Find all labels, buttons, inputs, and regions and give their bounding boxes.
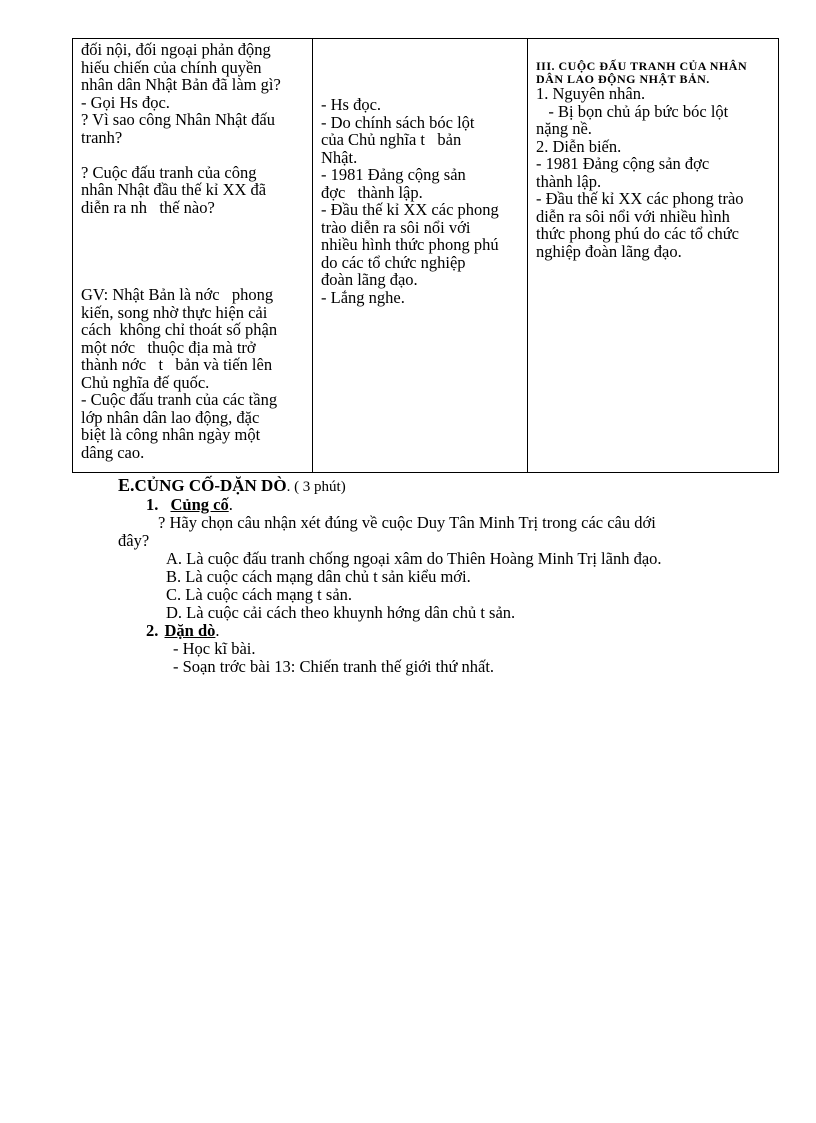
option-a: A. Là cuộc đấu tranh chống ngoại xâm do Thiên Hoàng Minh Trị lãnh đạo. <box>166 549 662 568</box>
text-line: trào diễn ra sôi nổi với <box>321 217 471 237</box>
text-line: - Đầu thế kỉ XX các phong <box>321 200 499 219</box>
text-line: nhân Nhật đầu thế kỉ XX đã <box>81 180 267 199</box>
text-line: nặng nề. <box>536 119 592 138</box>
text-line: Chủ nghĩa đế quốc. <box>81 372 210 392</box>
option-d: D. Là cuộc cải cách theo khuynh hớng dân chủ t sản. <box>166 603 516 622</box>
text-line: 2. Diễn biến. <box>536 136 622 156</box>
text-line: diễn ra nh thế nào? <box>81 197 215 217</box>
text-line: Nhật. <box>321 147 358 167</box>
text-line: GV: Nhật Bản là nớc phong <box>81 285 274 304</box>
text-line: - 1981 Đảng cộng sản đợc <box>536 154 710 173</box>
text-line: do các tổ chức nghiệp <box>321 252 466 272</box>
text-line: thức phong phú do các tổ chức <box>536 224 739 243</box>
text-line: lớp nhân dân lao động, đặc <box>81 407 260 427</box>
text-line: hiếu chiến của chính quyền <box>81 57 262 77</box>
homework-item: - Học kĩ bài. <box>173 639 256 658</box>
section-heading: III. CUỘC ĐẤU TRANH CỦA NHÂN <box>536 59 748 73</box>
content-cell <box>528 39 779 473</box>
section-letter: E. <box>118 475 135 495</box>
text-line: - 1981 Đảng cộng sản <box>321 165 466 184</box>
text-line: - Do chính sách bóc lột <box>321 112 475 132</box>
text-line: nhiều hình thức phong phú <box>321 235 499 254</box>
text-line: đợc thành lập. <box>321 182 423 202</box>
text-line: nhân dân Nhật Bản đã làm gì? <box>81 75 281 94</box>
section-heading: DÂN LAO ĐỘNG NHẬT BẢN. <box>536 72 710 86</box>
text-line: một nớc thuộc địa mà trở <box>81 337 256 357</box>
text-line: đoàn lãng đạo. <box>321 270 418 289</box>
sub-title: Dặn dò <box>164 621 216 640</box>
text-line: nghiệp đoàn lãng đạo. <box>536 241 682 261</box>
text-line: tranh? <box>81 127 123 147</box>
question: ? Hãy chọn câu nhận xét đúng về cuộc Duy Tân Minh Trị trong các câu dới <box>158 513 656 532</box>
option-c: C. Là cuộc cách mạng t sản. <box>166 585 353 604</box>
student-activity-cell <box>313 39 528 473</box>
text-line: thành lập. <box>536 171 602 191</box>
text-line: biệt là công nhân ngày một <box>81 425 261 444</box>
question-cont: đây? <box>118 531 150 550</box>
text-line: - Gọi Hs đọc. <box>81 92 170 112</box>
text-line: - Lắng nghe. <box>321 287 405 307</box>
text-line: 1. Nguyên nhân. <box>536 84 646 103</box>
text-line: - Cuộc đấu tranh của các tầng <box>81 390 278 409</box>
teacher-activity-cell <box>73 39 313 473</box>
text-line: - Đầu thế kỉ XX các phong trào <box>536 189 744 208</box>
text-line: diễn ra sôi nổi với nhiều hình <box>536 206 730 226</box>
text-line: - Bị bọn chủ áp bức bóc lột <box>536 101 729 121</box>
text-line: của Chủ nghĩa t bản <box>321 130 462 149</box>
text-line: thành nớc t bản và tiến lên <box>81 355 273 374</box>
sub-number: 1. <box>146 495 159 514</box>
sub-title: Củng cố <box>170 495 229 514</box>
text-line: ? Vì sao công Nhân Nhật đấu <box>81 110 275 129</box>
lesson-table <box>72 38 779 473</box>
option-b: B. Là cuộc cách mạng dân chủ t sản kiểu mới. <box>166 567 471 586</box>
text-line: ? Cuộc đấu tranh của công <box>81 162 257 182</box>
section-time: . ( 3 phút) <box>286 479 346 495</box>
sub-number: 2. <box>146 621 159 640</box>
table-row <box>73 39 779 473</box>
homework-item: - Soạn trớc bài 13: Chiến tranh thế giới thứ nhất. <box>173 657 495 676</box>
section-title: CỦNG CỐ-DẶN DÒ <box>134 476 287 495</box>
text-line: - Hs đọc. <box>321 95 382 114</box>
text-line: kiến, song nhờ thực hiện cải <box>81 302 268 322</box>
text-line: dâng cao. <box>81 442 145 462</box>
text-line: cách không chỉ thoát số phận <box>81 320 278 339</box>
text-line: đối nội, đối ngoại phản động <box>81 40 271 59</box>
